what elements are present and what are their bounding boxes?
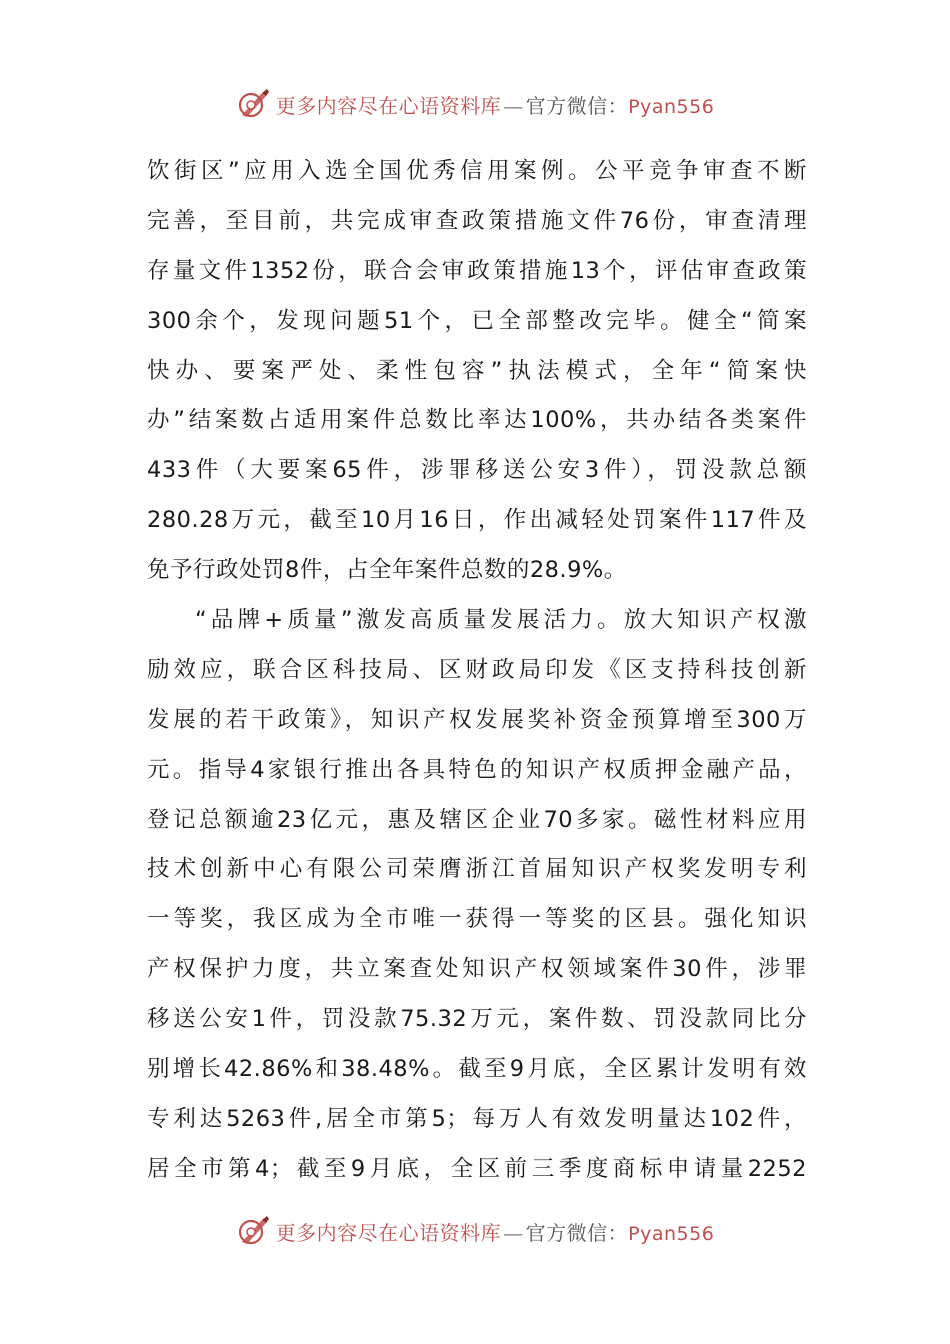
text-line: 饮街区”应用入选全国优秀信用案例。公平竞争审查不断 — [147, 158, 807, 184]
watermark-text — [276, 90, 715, 119]
text-line: 发展的若干政策》，知识产权发展奖补资金预算增至300万 — [147, 706, 807, 733]
watermark-account: Pyan556 — [628, 1222, 715, 1245]
header-watermark — [0, 84, 950, 124]
watermark-prefix: 更多内容尽在心语资料库 — [275, 1220, 502, 1245]
text-line: 元。指导4家银行推出各具特色的知识产权质押金融产品， — [147, 756, 807, 783]
watermark-separator: — — [503, 1220, 524, 1245]
watermark-prefix: 更多内容尽在心语资料库 — [275, 93, 502, 118]
pen-logo-icon — [236, 87, 270, 121]
watermark-label: 官方微信： — [525, 1220, 629, 1245]
document-body — [147, 147, 807, 1195]
text-line: 登记总额逾23亿元，惠及辖区企业70多家。磁性材料应用 — [147, 806, 807, 833]
text-line: 280.28万元，截至10月16日，作出减轻处罚案件117件及 — [147, 507, 807, 534]
text-line: 居全市第4；截至9月底，全区前三季度商标申请量2252 — [147, 1155, 807, 1182]
watermark-separator: — — [503, 93, 524, 118]
watermark-account: Pyan556 — [628, 95, 715, 118]
pen-logo-icon — [236, 1214, 270, 1248]
paragraph-start-line: “品牌+质量”激发高质量发展活力。放大知识产权激 — [195, 607, 807, 634]
text-line: 办”结案数占适用案件总数比率达100%，共办结各类案件 — [147, 407, 807, 434]
watermark-label: 官方微信： — [525, 93, 629, 118]
text-line: 300余个，发现问题51个，已全部整改完毕。健全“简案 — [147, 307, 807, 334]
text-line: 产权保护力度，共立案查处知识产权领域案件30件，涉罪 — [147, 956, 807, 983]
text-line: 技术创新中心有限公司荣膺浙江首届知识产权奖发明专利 — [147, 856, 807, 883]
watermark-text — [276, 1217, 715, 1246]
text-line: 专利达5263件,居全市第5；每万人有效发明量达102件， — [147, 1105, 807, 1132]
text-line: 完善，至目前，共完成审查政策措施文件76份，审查清理 — [147, 207, 807, 234]
text-line: 别增长42.86%和38.48%。截至9月底，全区累计发明有效 — [147, 1056, 807, 1083]
text-line: 快办、要案严处、柔性包容”执法模式，全年“简案快 — [147, 357, 807, 384]
text-line: 433件（大要案65件，涉罪移送公安3件），罚没款总额 — [147, 457, 807, 484]
text-line: 存量文件1352份，联合会审政策措施13个，评估审查政策 — [147, 257, 807, 284]
text-line: 免予行政处罚8件，占全年案件总数的28.9%。 — [147, 557, 627, 584]
text-line: 移送公安1件，罚没款75.32万元，案件数、罚没款同比分 — [147, 1006, 807, 1033]
footer-watermark — [0, 1211, 950, 1251]
text-line: 一等奖，我区成为全市唯一获得一等奖的区县。强化知识 — [147, 906, 807, 933]
text-line: 励效应，联合区科技局、区财政局印发《区支持科技创新 — [147, 656, 807, 683]
